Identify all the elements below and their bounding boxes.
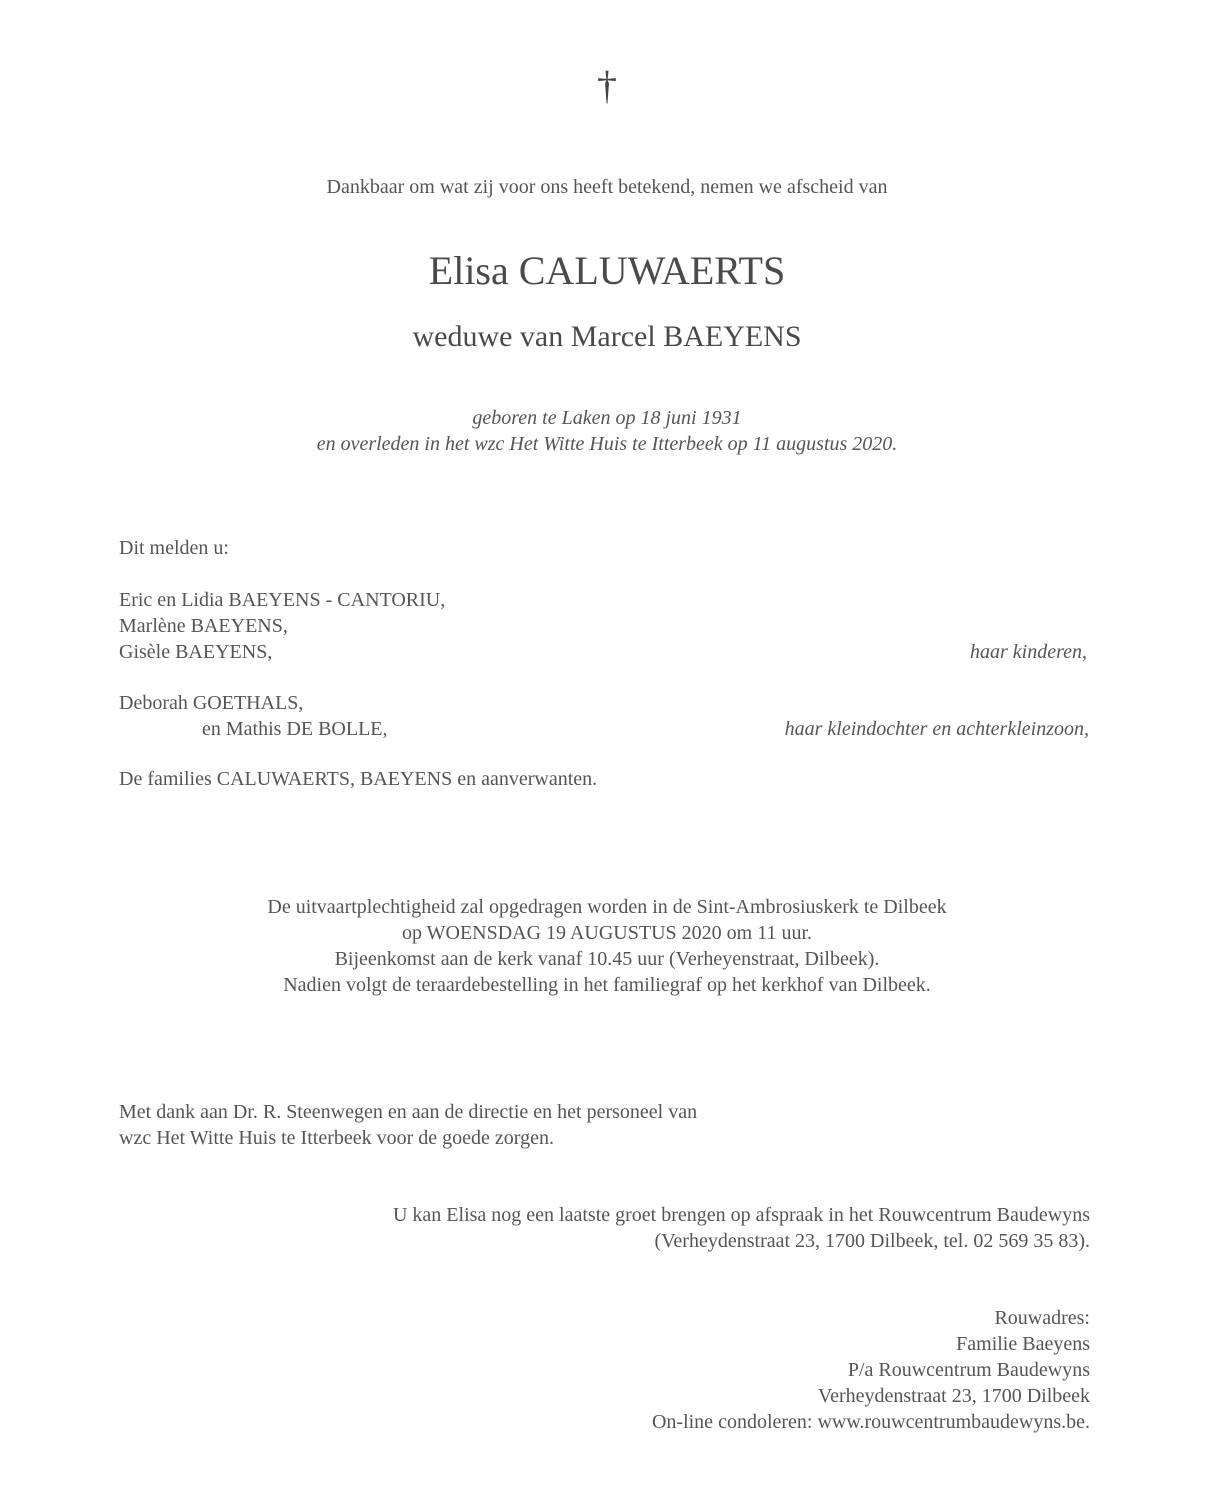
birth-line: geboren te Laken op 18 juni 1931 [472, 407, 742, 429]
visit-line: U kan Elisa nog een laatste groet brengen op afspraak in het Rouwcentrum Baudewyns [392, 1204, 1090, 1226]
mourning-address [652, 1305, 1090, 1435]
announcement-intro: Dit melden u: [119, 537, 229, 559]
child-name: Gisèle BAEYENS, [119, 641, 273, 663]
child-name: Eric en Lidia BAEYENS - CANTORIU, [119, 589, 446, 611]
child-name: Marlène BAEYENS, [119, 615, 288, 637]
funeral-line: op WOENSDAG 19 AUGUSTUS 2020 om 11 uur. [401, 922, 813, 944]
birth-death-block [0, 405, 1214, 457]
condolence-line: On-line condoleren: www.rouwcentrumbaudewyns.be. [651, 1411, 1090, 1433]
deceased-name: Elisa CALUWAERTS [428, 248, 786, 293]
families-line: De families CALUWAERTS, BAEYENS en aanverwanten. [119, 768, 598, 790]
grandchildren-role: haar kleindochter en achterkleinzoon, [784, 718, 1089, 740]
funeral-line: Nadien volgt de teraardebestelling in het familiegraf op het kerkhof van Dilbeek. [283, 974, 931, 996]
address-line: Familie Baeyens [956, 1333, 1090, 1355]
visit-line: (Verheydenstraat 23, 1700 Dilbeek, tel. 02 569 35 83). [654, 1230, 1090, 1252]
funeral-line: De uitvaartplechtigheid zal opgedragen worden in de Sint-Ambrosiuskerk te Dilbeek [267, 896, 947, 918]
address-line: P/a Rouwcentrum Baudewyns [847, 1359, 1090, 1381]
thanks-line: wzc Het Witte Huis te Itterbeek voor de goede zorgen. [119, 1127, 554, 1149]
grandchild-name: Deborah GOETHALS, [119, 692, 304, 714]
address-line: Verheydenstraat 23, 1700 Dilbeek [817, 1385, 1090, 1407]
thanks-block [119, 1099, 697, 1151]
children-role: haar kinderen, [969, 641, 1087, 663]
cross-icon: † [597, 63, 617, 108]
visit-block [393, 1202, 1090, 1254]
death-line: en overleden in het wzc Het Witte Huis te Itterbeek op 11 augustus 2020. [316, 433, 898, 455]
intro-text: Dankbaar om wat zij voor ons heeft betekend, nemen we afscheid van [326, 176, 888, 198]
children-list [119, 587, 445, 665]
address-line: Rouwadres: [994, 1307, 1090, 1329]
thanks-line: Met dank aan Dr. R. Steenwegen en aan de directie en het personeel van [119, 1101, 698, 1123]
funeral-block [0, 894, 1214, 998]
spouse-line: weduwe van Marcel BAEYENS [412, 320, 802, 353]
funeral-line: Bijeenkomst aan de kerk vanaf 10.45 uur (Verheyenstraat, Dilbeek). [334, 948, 880, 970]
great-grandchild-name: en Mathis DE BOLLE, [202, 718, 388, 740]
